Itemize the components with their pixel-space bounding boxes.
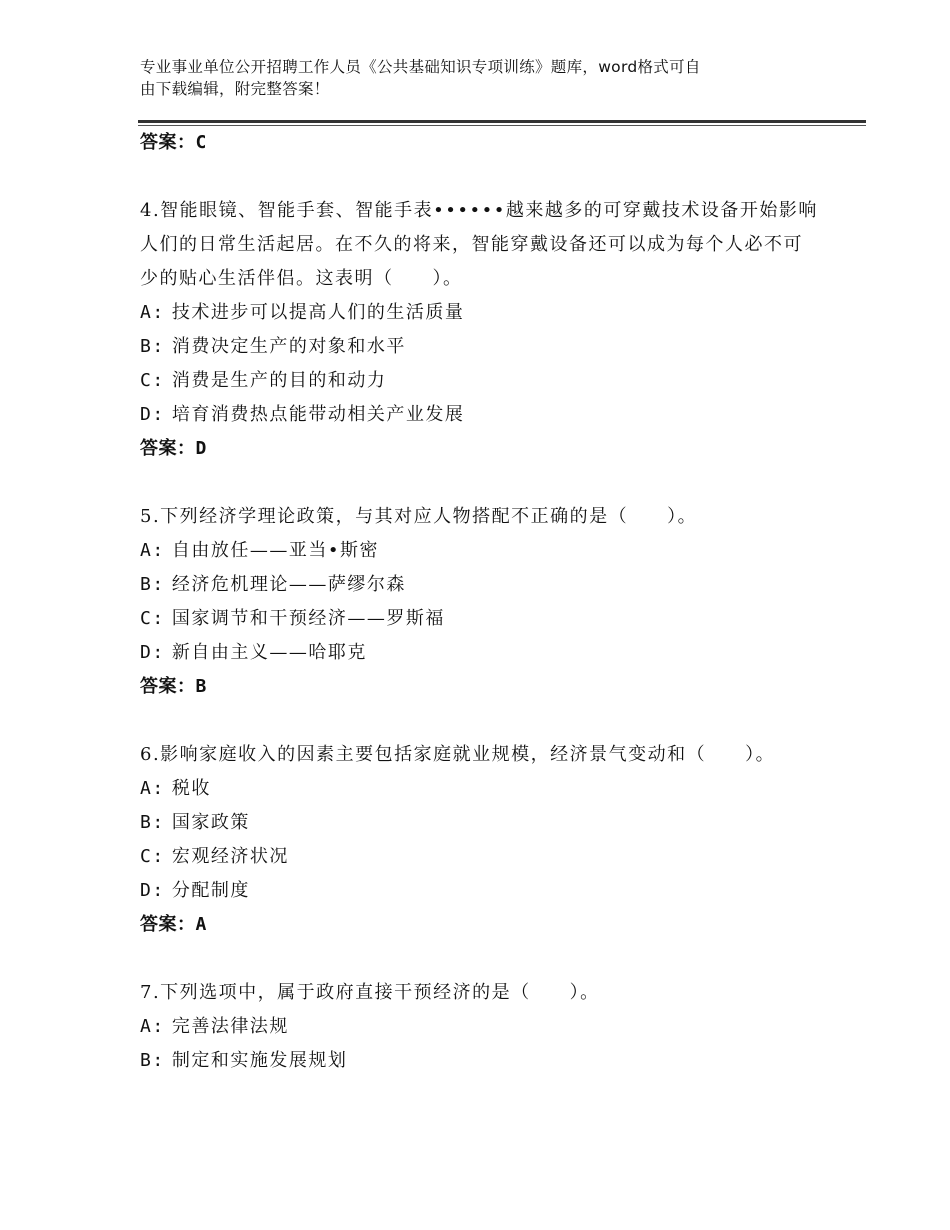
option-letter: B: bbox=[140, 574, 165, 595]
option-letter: A: bbox=[140, 302, 165, 323]
question-list bbox=[140, 126, 820, 1078]
option-a bbox=[140, 772, 820, 806]
option-letter: C: bbox=[140, 846, 165, 867]
option-text: 宏观经济状况 bbox=[171, 846, 289, 867]
option-c bbox=[140, 602, 820, 636]
question-stem: 7.下列选项中，属于政府直接干预经济的是（ ）。 bbox=[140, 982, 600, 1003]
option-b bbox=[140, 568, 820, 602]
question-stem: 5.下列经济学理论政策，与其对应人物搭配不正确的是（ ）。 bbox=[140, 506, 698, 527]
option-a bbox=[140, 296, 820, 330]
answer-label: 答案： bbox=[140, 132, 196, 153]
option-text: 国家政策 bbox=[171, 812, 250, 833]
option-text: 培育消费热点能带动相关产业发展 bbox=[171, 404, 465, 425]
option-text: 消费决定生产的对象和水平 bbox=[171, 336, 406, 357]
answer-line-q3 bbox=[140, 126, 820, 160]
option-text: 制定和实施发展规划 bbox=[171, 1050, 348, 1071]
answer-label: 答案： bbox=[140, 914, 196, 935]
option-text: 税收 bbox=[171, 778, 211, 799]
option-c bbox=[140, 364, 820, 398]
option-letter: B: bbox=[140, 812, 165, 833]
option-b bbox=[140, 1044, 820, 1078]
answer-value: C bbox=[195, 132, 207, 153]
option-d bbox=[140, 874, 820, 908]
option-letter: B: bbox=[140, 336, 165, 357]
option-d bbox=[140, 398, 820, 432]
answer-line bbox=[140, 432, 820, 466]
option-text: 自由放任——亚当•斯密 bbox=[171, 540, 380, 561]
question-7 bbox=[140, 976, 820, 1078]
question-stem: 4.智能眼镜、智能手套、智能手表••••••越来越多的可穿戴技术设备开始影响人们的日常生活起居。在不久的将来，智能穿戴设备还可以成为每个人必不可少的贴心生活伴侣。这表明（ ）。 bbox=[140, 200, 818, 289]
option-letter: A: bbox=[140, 1016, 165, 1037]
question-4 bbox=[140, 194, 820, 466]
option-b bbox=[140, 330, 820, 364]
option-text: 技术进步可以提高人们的生活质量 bbox=[171, 302, 465, 323]
option-a bbox=[140, 1010, 820, 1044]
option-text: 消费是生产的目的和动力 bbox=[171, 370, 387, 391]
option-letter: A: bbox=[140, 540, 165, 561]
option-c bbox=[140, 840, 820, 874]
option-text: 新自由主义——哈耶克 bbox=[171, 642, 367, 663]
option-text: 经济危机理论——萨缪尔森 bbox=[171, 574, 406, 595]
option-letter: B: bbox=[140, 1050, 165, 1071]
answer-value: D bbox=[195, 438, 207, 459]
page-header bbox=[140, 56, 820, 100]
question-6 bbox=[140, 738, 820, 942]
question-5 bbox=[140, 500, 820, 704]
answer-label: 答案： bbox=[140, 676, 196, 697]
option-d bbox=[140, 636, 820, 670]
header-line-1: 专业事业单位公开招聘工作人员《公共基础知识专项训练》题库，word格式可自 bbox=[140, 58, 701, 76]
header-line-2: 由下载编辑，附完整答案！ bbox=[140, 80, 330, 98]
option-text: 分配制度 bbox=[171, 880, 250, 901]
question-stem: 6.影响家庭收入的因素主要包括家庭就业规模，经济景气变动和（ ）。 bbox=[140, 744, 776, 765]
answer-value: A bbox=[195, 914, 207, 935]
header-rule-thick bbox=[138, 120, 866, 123]
option-letter: A: bbox=[140, 778, 165, 799]
option-b bbox=[140, 806, 820, 840]
option-letter: C: bbox=[140, 370, 165, 391]
answer-line bbox=[140, 670, 820, 704]
option-text: 完善法律法规 bbox=[171, 1016, 289, 1037]
option-a bbox=[140, 534, 820, 568]
option-letter: C: bbox=[140, 608, 165, 629]
answer-value: B bbox=[195, 676, 207, 697]
answer-line bbox=[140, 908, 820, 942]
answer-label: 答案： bbox=[140, 438, 196, 459]
option-letter: D: bbox=[140, 642, 165, 663]
option-letter: D: bbox=[140, 880, 165, 901]
option-text: 国家调节和干预经济——罗斯福 bbox=[171, 608, 445, 629]
option-letter: D: bbox=[140, 404, 165, 425]
